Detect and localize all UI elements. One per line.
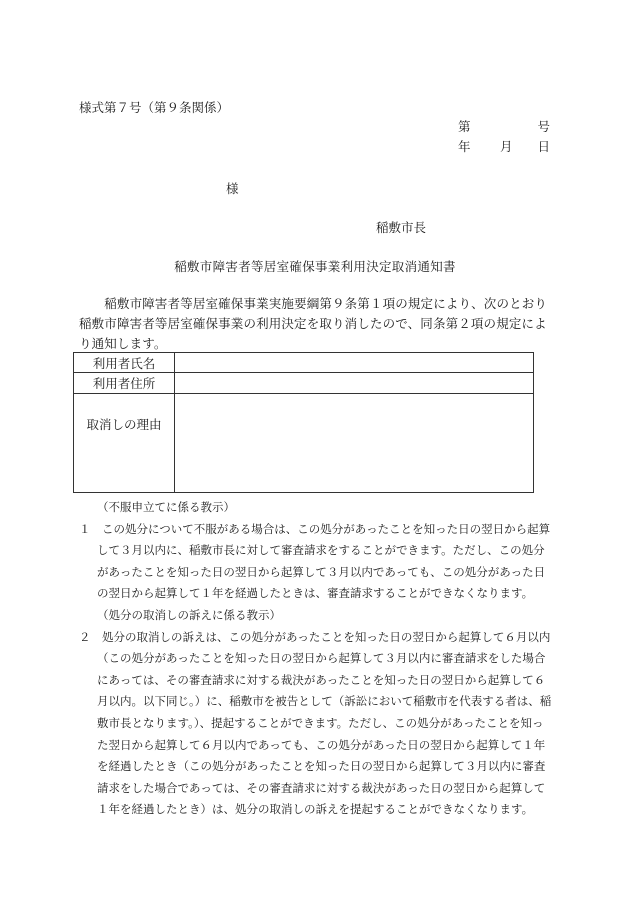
notice-item-lawsuit: ２ 処分の取消しの訴えは、この処分があったことを知った日の翌日から起算して６月以内（この処分があったことを知った日の翌日から起算して３月以内に審査請求をした場合にあっては、その審査請求に対する裁決があったことを知った日の翌日から起算して６月以内。以下同じ。）に、稲敷市を被告として（訴訟において稲敷市を代表する者は、稲敷市長となります。）、提起することができます。ただし、この処分があったことを知った翌日から起算して６月以内であっても、この処分があった日の翌日から起算して１年を経過したとき（この処分があったことを知った日の翌日から起算して３月以内に審査請求をした場合であっては、その審査請求に対する裁決があった日の翌日から起算して１年を経過したとき）は、処分の取消しの訴えを提起することができなくなります。 [79,629,552,817]
table-label-user-address: 利用者住所 [74,373,175,394]
body-paragraph: 稲敷市障害者等居室確保事業実施要綱第９条第１項の規定により、次のとおり稲敷市障害者等居室確保事業の利用決定を取り消したので、同条第２項の規定により通知します。 [79,296,548,351]
notice-item-appeal: １ この処分について不服がある場合は、この処分があったことを知った日の翌日から起算して３月以内に、稲敷市長に対して審査請求をすることができます。ただし、この処分があったことを知った日の翌日から起算して３月以内であっても、この処分があった日の翌日から起算して１年を経過したときは、審査請求することができなくなります。 [79,521,551,601]
user-info-table [73,352,534,493]
date-year: 年 [458,139,471,154]
document-title: 稲敷市障害者等居室確保事業利用決定取消通知書 [174,259,456,274]
table-value-user-name [175,353,534,373]
notice-heading-lawsuit: （処分の取消しの訴えに係る教示） [97,607,281,622]
body-text [79,294,549,354]
notice-heading-appeal: （不服申立てに係る教示） [97,500,235,514]
form-number: 様式第７号（第９条関係） [79,100,230,115]
date-month: 月 [500,139,513,154]
date-day: 日 [537,139,550,154]
number-suffix: 号 [537,119,550,134]
table-row [74,373,534,394]
table-value-cancel-reason [175,394,534,493]
issuer-name: 稲敷市長 [376,220,427,235]
table-row [74,353,534,373]
number-prefix: 第 [458,119,471,134]
recipient-honorific: 様 [226,181,239,196]
table-row [74,394,534,493]
table-value-user-address [175,373,534,394]
table-label-user-name: 利用者氏名 [74,353,175,373]
table-label-cancel-reason: 取消しの理由 [74,394,175,493]
legal-notice [79,497,555,821]
